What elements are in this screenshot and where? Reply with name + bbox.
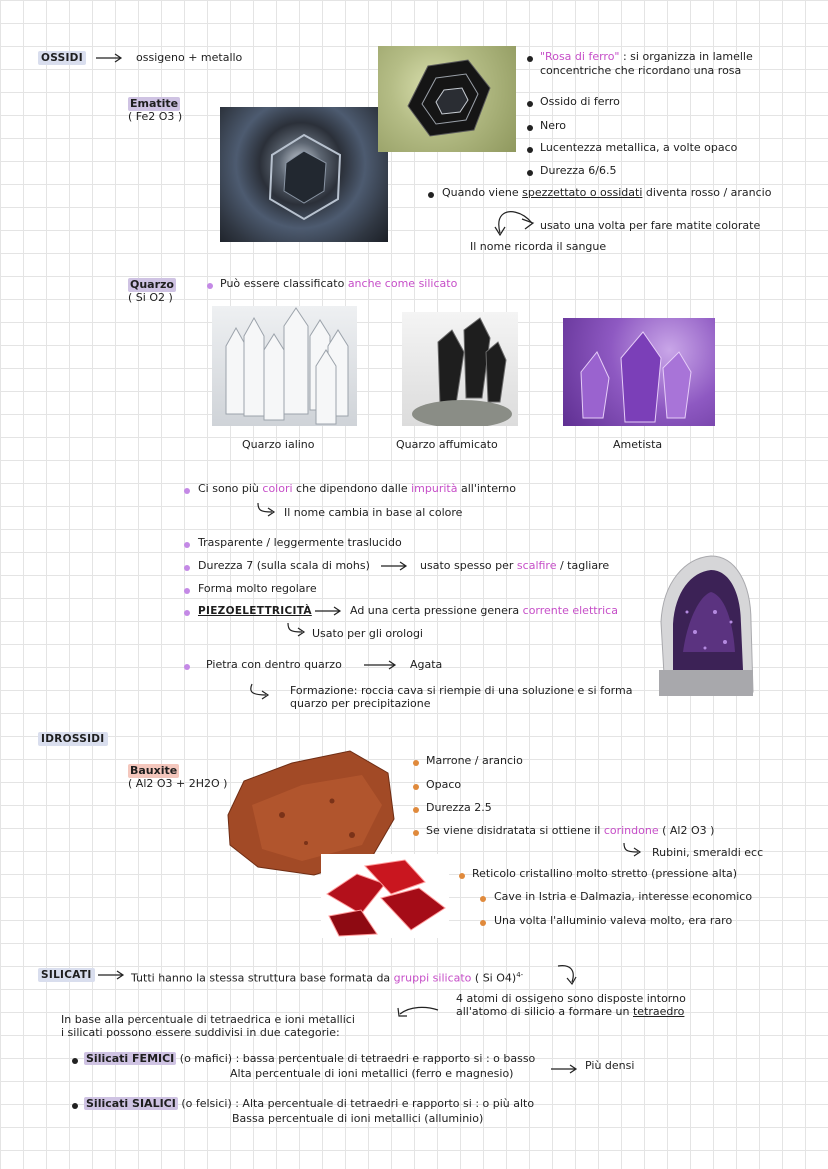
bullet-icon bbox=[413, 807, 419, 813]
bullet-icon bbox=[207, 283, 213, 289]
caption-quarzo-ialino: Quarzo ialino bbox=[242, 438, 315, 451]
quarzo-colori: Ci sono più colori che dipendono dalle impurità all'interno bbox=[198, 482, 516, 495]
silicati-sialici-2: Bassa percentuale di ioni metallici (alluminio) bbox=[232, 1112, 484, 1125]
ematite-bullet-ossido: Ossido di ferro bbox=[540, 95, 620, 108]
quarzo-formazione-2: quarzo per precipitazione bbox=[290, 697, 431, 710]
bullet-icon bbox=[527, 56, 533, 62]
quarzo-trasparente: Trasparente / leggermente traslucido bbox=[198, 536, 402, 549]
right-arrow-icon bbox=[364, 660, 398, 670]
silicati-definition: Tutti hanno la stessa struttura base formata da gruppi silicato ( Si O4)$^{4-}$ bbox=[131, 971, 524, 985]
ematite-bullet-durezza: Durezza 6/6.5 bbox=[540, 164, 617, 177]
quarzo-forma: Forma molto regolare bbox=[198, 582, 317, 595]
rubini-photo bbox=[321, 854, 449, 938]
bauxite-alluminio: Una volta l'alluminio valeva molto, era raro bbox=[494, 914, 733, 927]
quarzo-piezo-orologi: Usato per gli orologi bbox=[312, 627, 423, 640]
silicati-atomi-1: 4 atomi di ossigeno sono disposte intorno bbox=[456, 992, 686, 1005]
silicati-intro-1: In base alla percentuale di tetraedrica e ioni metallici bbox=[61, 1013, 355, 1026]
ematite-photo-1 bbox=[220, 107, 388, 242]
quarzo-durezza-uso: usato spesso per scalfire / tagliare bbox=[420, 559, 610, 572]
bauxite-formula: ( Al2 O3 + 2H2O ) bbox=[128, 777, 228, 790]
bullet-icon bbox=[428, 192, 434, 198]
bullet-icon bbox=[459, 873, 465, 879]
hook-arrow-icon bbox=[248, 683, 272, 701]
quarzo-piezoelettricita: PIEZOELETTRICITÀ bbox=[198, 605, 312, 617]
silicati-intro-2: i silicati possono essere suddivisi in due categorie: bbox=[61, 1026, 340, 1039]
bullet-icon bbox=[184, 488, 190, 494]
bauxite-corindone: Se viene disidratata si ottiene il corindone ( Al2 O3 ) bbox=[426, 824, 715, 837]
bullet-icon bbox=[527, 125, 533, 131]
caption-quarzo-affumicato: Quarzo affumicato bbox=[396, 438, 498, 451]
section-heading-ossidi: OSSIDI bbox=[38, 51, 86, 65]
curve-arrow-icon bbox=[556, 962, 582, 988]
ematite-sub-matite: usato una volta per fare matite colorate bbox=[540, 219, 761, 232]
bullet-icon bbox=[184, 542, 190, 548]
quarzo-durezza: Durezza 7 (sulla scala di mohs) bbox=[198, 559, 370, 572]
bullet-icon bbox=[527, 101, 533, 107]
corindone-sub: Rubini, smeraldi ecc bbox=[652, 846, 764, 859]
bullet-icon bbox=[480, 896, 486, 902]
quarzo-piezo-effetto: Ad una certa pressione genera corrente elettrica bbox=[350, 604, 618, 617]
ematite-bullet-spezzettato: Quando viene spezzettato o ossidati diventa rosso / arancio bbox=[442, 186, 772, 199]
bullet-icon bbox=[184, 664, 190, 670]
ematite-bullet-lucentezza: Lucentezza metallica, a volte opaco bbox=[540, 141, 738, 154]
quarzo-pietra: Pietra con dentro quarzo bbox=[206, 658, 342, 671]
bauxite-name: Bauxite bbox=[130, 764, 178, 777]
right-arrow-icon bbox=[551, 1064, 579, 1074]
quarzo-colori-sub: Il nome cambia in base al colore bbox=[284, 506, 463, 519]
curve-arrow-icon bbox=[396, 1006, 440, 1020]
bullet-icon bbox=[527, 147, 533, 153]
hook-arrow-icon bbox=[256, 502, 278, 518]
ossidi-definition: ossigeno + metallo bbox=[136, 51, 243, 64]
bullet-icon bbox=[413, 784, 419, 790]
right-arrow-icon bbox=[381, 561, 409, 571]
silicati-atomi-2: all'atomo di silicio a formare un tetraedro bbox=[456, 1005, 685, 1018]
right-arrow-icon bbox=[96, 53, 124, 63]
right-arrow-icon bbox=[315, 606, 343, 616]
ematite-formula: ( Fe2 O3 ) bbox=[128, 110, 183, 123]
caption-ametista: Ametista bbox=[613, 438, 663, 451]
quarzo-name: Quarzo bbox=[130, 278, 174, 291]
bauxite-colore: Marrone / arancio bbox=[426, 754, 523, 767]
bauxite-opaco: Opaco bbox=[426, 778, 462, 791]
quarzo-affumicato-photo bbox=[402, 312, 518, 426]
silicati-femici: Silicati FEMICI (o mafici) : bassa percentuale di tetraedri e rapporto si : o basso bbox=[86, 1052, 536, 1065]
ematite-name: Ematite bbox=[130, 97, 179, 110]
section-heading-idrossidi: IDROSSIDI bbox=[38, 732, 108, 746]
quarzo-formazione-1: Formazione: roccia cava si riempie di una soluzione e si forma bbox=[290, 684, 633, 697]
bullet-icon bbox=[413, 760, 419, 766]
silicati-femici-2: Alta percentuale di ioni metallici (ferro e magnesio) bbox=[230, 1067, 514, 1080]
bullet-icon bbox=[527, 170, 533, 176]
silicati-femici-densi: Più densi bbox=[585, 1059, 635, 1072]
bullet-icon bbox=[72, 1058, 78, 1064]
bauxite-cave: Cave in Istria e Dalmazia, interesse economico bbox=[494, 890, 753, 903]
bauxite-durezza: Durezza 2.5 bbox=[426, 801, 492, 814]
hook-arrow-icon bbox=[622, 842, 644, 858]
bullet-icon bbox=[480, 920, 486, 926]
quarzo-bullet-silicato: Può essere classificato anche come silicato bbox=[220, 277, 458, 290]
hook-arrow-icon bbox=[286, 622, 308, 638]
ematite-bullet-rosa: "Rosa di ferro" : si organizza in lamelle bbox=[540, 50, 753, 63]
right-arrow-icon bbox=[98, 970, 126, 980]
corindone-reticolo: Reticolo cristallino molto stretto (pressione alta) bbox=[472, 867, 738, 880]
bullet-icon bbox=[184, 610, 190, 616]
ematite-photo-2 bbox=[378, 46, 516, 152]
quarzo-formula: ( Si O2 ) bbox=[128, 291, 173, 304]
bullet-icon bbox=[184, 588, 190, 594]
silicati-sialici: Silicati SIALICI (o felsici) : Alta percentuale di tetraedri e rapporto si : o più alto bbox=[86, 1097, 535, 1110]
ematite-sub-sangue: Il nome ricorda il sangue bbox=[470, 240, 607, 253]
agata-geode-photo bbox=[655, 552, 755, 698]
ematite-bullet-nero: Nero bbox=[540, 119, 567, 132]
bullet-icon bbox=[184, 565, 190, 571]
quarzo-ialino-photo bbox=[212, 306, 357, 426]
quarzo-agata: Agata bbox=[410, 658, 443, 671]
ematite-bullet-rosa-cont: concentriche che ricordano una rosa bbox=[540, 64, 742, 77]
curve-arrow-icon bbox=[488, 205, 534, 237]
ametista-photo bbox=[563, 318, 715, 426]
bullet-icon bbox=[72, 1103, 78, 1109]
bullet-icon bbox=[413, 830, 419, 836]
section-heading-silicati: SILICATI bbox=[38, 968, 95, 982]
